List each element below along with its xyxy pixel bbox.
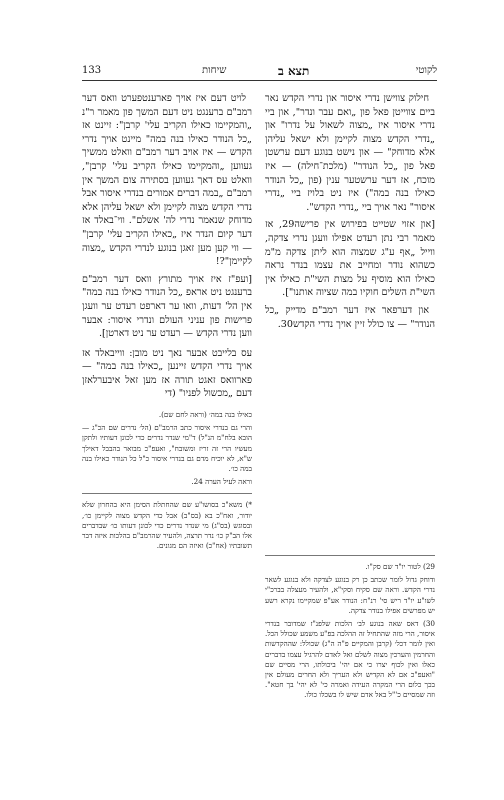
paragraph: [און אזוי שטייט בפירוש אין פרישה29, אז מאמר רבי נתן רעדט אפילו וועגן נדרי צדקה, ווייל „אף ע"ג שמצוה הוא ליתן צדקה מ"מ כשהוא נודר ומחייב את עצמו בנדר נראה כאילו הוא מוסיף על מצות השי"ת כאילו אין השי"ת השלים חוקיו במה שציוה אותנו"]. — [265, 219, 435, 299]
running-header — [82, 62, 437, 81]
left-text-column — [82, 92, 252, 405]
footnote: ודוחק גדול לומר שכתב כן רק בנוגע לצדקה ולא בנוגע לשאר נדרי הקדש. וראה שם סקיח וסקי"א, ולהעיר מעצלה בברכ"י לשו"ע יו"ד ריש סי' רנ"ח: הנודר אע"פ שמקיימו נקרא רשע יש מפרשים אפילו בנודר צדקה. — [265, 575, 435, 615]
section-name: שיחות — [202, 65, 227, 76]
footnotes-right — [265, 555, 435, 704]
book-title: לקוטי — [415, 65, 437, 76]
right-text-column — [265, 92, 435, 335]
page-number: 133 — [82, 65, 102, 76]
footnote: וראה לעיל הערה 24. — [191, 477, 252, 487]
footnote: והרי גם בנדרי איסור כתב הרמב"ם (הל׳ נדרים שם הכ"ג — הובא בלח"מ הנ"ל) ד"מי שנדר נדרים כדי לכונן דעותיו ולתקן מעשיו הרי זה זריז ומשובח", ואעפ"כ מבואר בהבבל דאילך ש"א, לא יוכיח מדם גם בנדרי איסור כ"ל כל הנודר כאילו בנה במה כו׳. — [82, 423, 252, 474]
paragraph: [ועפ"ז איז אויך מתורץ וואס דער רמב"ם ברענגט ניט אראפ „כל הנודר כאילו בנה במה" אין הל' דעות, וואו ער דארפט רעדט ער וועגן פרישות פון עניני העולם ונדרי איסור: אבער ווען נדרי הקדש — רעדט ער ניט דארטן]. — [82, 273, 252, 340]
footnote: *) משא"כ בסושו"ע שם שהחתלת הסימן היא בהחרון שלא יודור, ואח"כ בא (בס"ב) אבל כדי הקדש מצוה לקיימן כו׳, ובסוגש (בס"ג) מי שנדר נדרים כדי לכונן דעותו כו׳ שבדברים אלו הב"ק כו׳ נדר תרצה, ולהעיר שהרמב"ם בהלכות איזה דבר תשובתיו (אח"כ) ואיזה הם מגונים. — [82, 500, 252, 551]
paragraph: חילוק צווישן נדרי איסור און נדרי הקדש נאר ביים צווייטן פאל פון „ואם עבר ונדר", און ביי נדרי איסור איז „מצוה לשאול על נדרו" און „נדרי הקדש מצוה לקיימן ולא ישאל עליהן אלא מדוחק" — און נישט בנוגע דעם ערשטן פאל פון „כל הנודר" (מלכת־חילה) — איז מוכח, אז דער ערשטער ענין (פון „כל הנודר כאילו בנה במה") איז ניט בלויז ביי „נדרי איסור" נאר אויך ביי „נדרי הקדש". — [265, 93, 435, 213]
paragraph: לויט דעם איז אויך פארענטפערט וואס דער רמב"ם ברענגט ניט דעם המשך פון מאמר ר"נ „והמקיימו כאילו הקריב עלי' קרבן": זיינט אז „כל הנודר כאילו בנה במה" מיינט אויך נדרי הקדש — איז אויב דער רמב"ם וואלט ממשיך געווען „והמקיימו כאילו הקריב עלי' קרבן", וואלט עס דאך געווען בסתירה צום המשך אין רמב"ם „במה דברים אמורים בנדרי איסור אבל נדרי הקדש מצוה לקיימן ולא ישאל עליהן אלא מדוחק שנאמר נדרי לה' אשלם". ווי־באלד אז דער קיום הנדר איז „כאילו הקריב עלי' קרבן" — ווי קען מען זאגן בנוגע לנדרי הקדש „מצוה לקיימן"?! — [82, 93, 252, 268]
footnote: כאילו בנה במה׳ (וראה לחם שם). — [158, 410, 252, 419]
footnote-divider — [82, 493, 252, 494]
paragraph: און דערפאר איז דער רמב"ם מדייק „כל הנודר" — צו כולל זיין אויך נדרי הקדש30. — [265, 304, 435, 330]
footnote: 29) לטור יו"ד שם סק"ו. — [365, 562, 435, 571]
footnote: 30) דאס שאה בנוגע לב׳ הלכות שלפנ"ז שמדובר בנדרי איסור, הרי מזה שהתחיל זה ההלכה בפ"ע משמע שכולל הכל. ואין לומר דכל׳ (קרבן והמקיים פ"ה ה"ג) שכולל: שההקדשות והחרמין והערכין מצוה לשלם ואל לאדם להרגיל עצמו בדברים כאלו ואין לכוף יצרו כי אם יהי' ביכולתו, הרי מסיים שם "ואעפ"כ אם לא הקדיש ולא העריך ולא החרים מעולם אין בכך כלום הרי המקרה העידה ואמרה כי' לא יהי' בך חטא". וזה שמסיים כ'"ל באל אדם שיש לו בשכלו כולו. — [265, 619, 435, 700]
parsha-name: תצא ב — [278, 64, 310, 78]
footnotes-left — [82, 410, 252, 554]
paragraph: עס בלייבט אבער נאך ניט מובן: ווייבאלד אז אויך נדרי הקדש זיינען „כאילו בנה במה" — פארוואס זאגט תורה אז מען זאל איבערלאזן דעם „מכשול לפניו" (די — [82, 347, 252, 400]
